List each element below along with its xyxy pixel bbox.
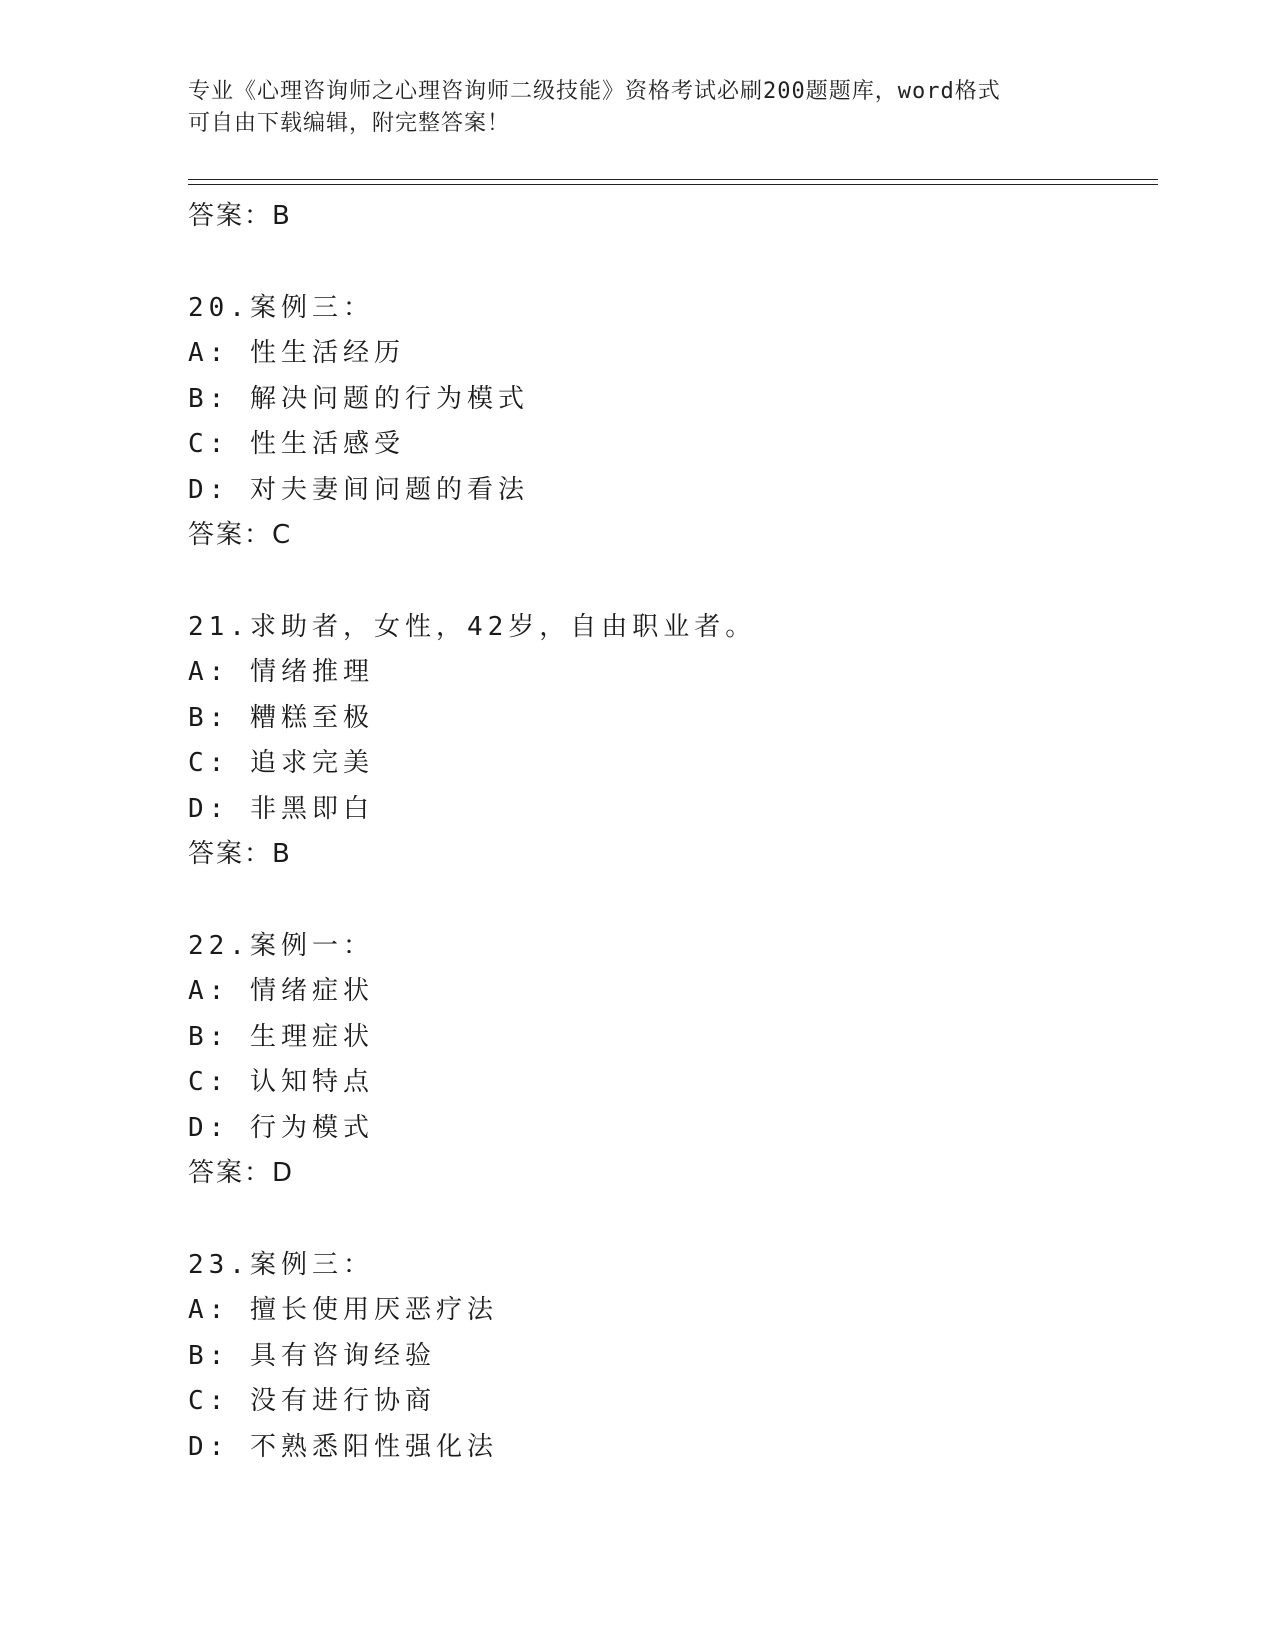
answer-label: 答案： (188, 520, 273, 550)
question-spacer (188, 878, 1148, 924)
option-b: B: 解决问题的行为模式 (188, 383, 529, 414)
answer-label: 答案： (188, 1158, 273, 1188)
option-b: B: 具有咨询经验 (188, 1340, 436, 1371)
question-stem: 22.案例一： (188, 930, 374, 961)
header-line-1: 专业《心理咨询师之心理咨询师二级技能》资格考试必刷200题题库，word格式 (188, 79, 1001, 104)
option-a: A: 擅长使用厌恶疗法 (188, 1295, 498, 1325)
document-header (188, 76, 1088, 140)
option-c: C: 认知特点 (188, 1067, 374, 1097)
option-d: D: 行为模式 (188, 1112, 374, 1143)
question-stem: 20.案例三： (188, 292, 374, 323)
option-d: D: 对夫妻间问题的看法 (188, 474, 529, 505)
question-list (188, 194, 1148, 1470)
answer-label: 答案： (188, 839, 273, 869)
option-d: D: 非黑即白 (188, 793, 374, 824)
option-a: A: 情绪推理 (188, 657, 374, 687)
question-block (188, 605, 1148, 878)
option-b: B: 生理症状 (188, 1021, 374, 1052)
question-spacer (188, 559, 1148, 605)
answer-value: B (272, 839, 291, 869)
answer-value: D (272, 1158, 294, 1188)
option-c: C: 追求完美 (188, 748, 374, 778)
question-stem: 23.案例三： (188, 1249, 374, 1280)
question-stem: 21.求助者，女性，42岁，自由职业者。 (188, 611, 757, 642)
option-a: A: 情绪症状 (188, 976, 374, 1006)
header-divider-bottom (188, 184, 1158, 185)
option-d: D: 不熟悉阳性强化法 (188, 1431, 498, 1462)
option-c: C: 性生活感受 (188, 429, 405, 459)
header-divider-top (188, 179, 1158, 180)
answer-line (188, 832, 1148, 878)
answer-value: B (272, 201, 291, 231)
option-c: C: 没有进行协商 (188, 1386, 436, 1416)
question-block (188, 924, 1148, 1197)
answer-label: 答案： (188, 201, 273, 231)
answer-line (188, 194, 1148, 240)
question-block (188, 1243, 1148, 1471)
question-spacer (188, 1197, 1148, 1243)
question-spacer (188, 240, 1148, 286)
answer-line (188, 1151, 1148, 1197)
answer-value: C (272, 520, 292, 550)
option-b: B: 糟糕至极 (188, 702, 374, 733)
answer-line (188, 513, 1148, 559)
header-line-2: 可自由下载编辑，附完整答案！ (188, 111, 511, 136)
question-block (188, 286, 1148, 559)
option-a: A: 性生活经历 (188, 338, 405, 368)
